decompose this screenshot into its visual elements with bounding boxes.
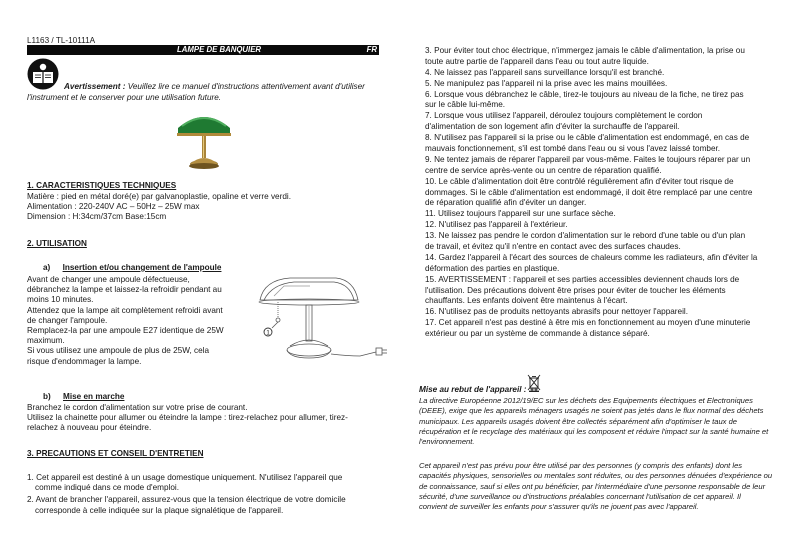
safety-note [419, 461, 785, 512]
precautions-right-list [425, 46, 783, 340]
lamp-photo [172, 108, 236, 174]
weee-crossed-bin-icon [527, 374, 541, 392]
switch-on-text [27, 403, 348, 434]
disposal-line: récupération et le recyclage des matériaux qui les composent et réduire l'impact sur la santé humaine et [419, 426, 769, 436]
bulb-line: Remplacez-la par une ampoule E27 identique de 25W [27, 326, 224, 336]
precaution-item: 1. Cet appareil est destiné à un usage domestique uniquement. N'utilisez l'appareil que [27, 473, 343, 482]
note-line: Cet appareil n'est pas prévu pour être utilisé par des personnes (y compris des enfants) dont les [419, 461, 743, 470]
precaution-item: 12. N'utilisez pas l'appareil à l'extérieur. [425, 220, 568, 230]
precaution-item: 7. Lorsque vous utilisez l'appareil, déroulez toujours complètement le cordon [425, 111, 703, 121]
precaution-item: 17. Cet appareil n'est pas destiné à être mis en fonctionnement au moyen d'une minuterie [425, 318, 751, 328]
precautions-left-list [27, 473, 391, 516]
note-line: convient de surveiller les enfants pour s'assurer qu'ils ne jouent pas avec l'appareil. [419, 502, 699, 512]
warning-line2: l'instrument et le conserver pour une utilisation future. [27, 93, 222, 102]
precaution-item-cont: l'utilisation. Des précautions doivent être prises pour éviter de toucher les éléments [425, 285, 726, 295]
precaution-item-cont: comme indiqué dans ce mode d'emploi. [35, 483, 180, 493]
disposal-line: La directive Européenne 2012/19/EC sur les déchets des Equipements électriques et Electroniques [419, 396, 753, 405]
spec-line: Alimentation : 220-240V AC – 50Hz – 25W max [27, 202, 200, 212]
note-line: capacités physiques, sensorielles ou mentales sont réduites, ou des personnes dénuées d'expérience ou [419, 471, 773, 481]
switch-line: Utilisez la chainette pour allumer ou éteindre la lampe : tirez-relachez pour allumer, tirez- [27, 413, 348, 423]
precaution-item-cont: de réparation qualifié afin d'éviter un danger. [425, 198, 587, 208]
title-bar [27, 45, 379, 55]
precaution-item: 15. AVERTISSEMENT : l'appareil et ses parties accessibles deviennent chauds lors de [425, 274, 740, 284]
bulb-line: moins 10 minutes. [27, 295, 94, 305]
subsection-b-heading [43, 392, 124, 402]
bulb-line: maximum. [27, 336, 65, 346]
bulb-line: débranchez la lampe et laissez-la refroidir pendant au [27, 285, 222, 295]
section-precautions-heading: 3. PRECAUTIONS ET CONSEIL D'ENTRETIEN [27, 449, 204, 458]
switch-line: Branchez le cordon d'alimentation sur votre prise de courant. [27, 403, 248, 412]
bulb-change-text [27, 275, 224, 367]
precaution-item: 10. Le câble d'alimentation doit être contrôlé régulièrement afin d'éviter tout risque de [425, 176, 734, 186]
precaution-item-cont: centre de service après-vente ou un centre de réparation qualifié. [425, 165, 662, 175]
bulb-line: de changer l'ampoule. [27, 315, 108, 325]
bulb-line: Attendez que la lampe ait complètement refroidi avant [27, 305, 223, 315]
precaution-item: 5. Ne manipulez pas l'appareil ni la prise avec les mains mouillées. [425, 78, 668, 88]
warning-text [64, 82, 392, 92]
subsection-a-label: a) [43, 263, 51, 272]
bulb-line: risque d'endommager la lampe. [27, 356, 142, 366]
precaution-item-cont: déformation des parties en plastique. [425, 263, 560, 273]
note-line: sécurité, d'une surveillance ou d'instructions préalables concernant l'utilisation de cet appareil. Il [419, 491, 741, 501]
precaution-item-cont: extérieur ou par un système de commande à distance séparé. [425, 329, 650, 339]
warning-line1: Veuillez lire ce manuel d'instructions attentivement avant d'utiliser [127, 82, 365, 91]
precaution-item-cont: mauvais fonctionnement, s'il est tombé dans l'eau ou si vous l'avez laissé tomber. [425, 144, 721, 154]
precaution-item-cont: corresponde à celle indiquée sur la plaque signalétique de l'appareil. [35, 505, 284, 515]
precaution-item: 2. Avant de brancher l'appareil, assurez-vous que la tension électrique de votre domicile [27, 495, 346, 505]
figure-number: 1 [266, 329, 270, 337]
subsection-a-title: Insertion et/ou changement de l'ampoule [62, 263, 222, 272]
precaution-item-cont: sur le câble lui-même. [425, 100, 506, 110]
model-number: L1163 / TL-10111A [27, 36, 96, 45]
spec-line: Matière : pied en métal doré(e) par galvanoplastie, opaline et verre verdi. [27, 192, 291, 201]
precaution-item: 11. Utilisez toujours l'appareil sur une surface sèche. [425, 209, 616, 219]
precaution-item: 14. Gardez l'appareil à l'écart des sources de chaleurs comme les radiateurs, afin d'éviter la [425, 252, 758, 262]
precaution-item-cont: d'alimentation de son logement afin d'éviter la surchauffe de l'appareil. [425, 122, 680, 132]
subsection-b-label: b) [43, 392, 51, 401]
disposal-line: l'environnement. [419, 437, 475, 447]
precaution-item-cont: chauffants. Les enfants doivent être maintenus à l'écart. [425, 296, 628, 306]
precaution-item: 4. Ne laissez pas l'appareil sans surveillance lorsqu'il est branché. [425, 67, 665, 77]
subsection-a-heading [43, 263, 221, 273]
precaution-item: 13. Ne laissez pas pendre le cordon d'alimentation sur le rebord d'une table ou d'un plan [425, 231, 746, 241]
section-specs-heading: 1. CARACTERISTIQUES TECHNIQUES [27, 181, 177, 190]
precaution-item: 16. N'utilisez pas de produits nettoyants abrasifs pour nettoyer l'appareil. [425, 307, 688, 317]
note-line: de connaissance, sauf si elles ont pu bénéficier, par l'intermédiaire d'une personne responsable de leur [419, 481, 766, 491]
read-manual-icon [27, 58, 59, 90]
subsection-b-title: Mise en marche [63, 392, 125, 401]
bulb-line: Si vous utilisez une ampoule de plus de 25W, cela [27, 346, 210, 356]
document-title: LAMPE DE BANQUIER [177, 45, 262, 54]
precaution-item: 6. Lorsque vous débranchez le câble, tirez-le toujours au niveau de la fiche, ne tirez pas [425, 89, 744, 99]
disposal-line: municipaux. Les appareils usagés doivent être collectés séparément afin d'optimiser le taux de [419, 416, 738, 426]
language-code: FR [366, 45, 377, 54]
section-utilisation-heading: 2. UTILISATION [27, 239, 87, 248]
disposal-line: (DEEE), exige que les appareils ménagers usagés ne soient pas jetés dans le flux normal des déchets [419, 406, 764, 416]
specs-list [27, 192, 291, 223]
lamp-diagram [250, 272, 395, 368]
disposal-text [419, 396, 785, 447]
spec-line: Dimension : H:34cm/37cm Base:15cm [27, 212, 167, 222]
switch-line: relachez à nouveau pour éteindre. [27, 423, 152, 433]
precaution-item-cont: toute autre partie de l'appareil dans l'eau ou tout autre liquide. [425, 56, 649, 66]
precaution-item-cont: de travail, et évitez qu'il n'entre en contact avec des surfaces chaudes. [425, 242, 681, 252]
precaution-item: 3. Pour éviter tout choc électrique, n'immergez jamais le câble d'alimentation, la prise ou [425, 46, 745, 55]
warning-label: Avertissement : [64, 82, 126, 91]
precaution-item: 9. Ne tentez jamais de réparer l'appareil par vous-même. Faites le toujours réparer par un [425, 154, 751, 164]
bulb-line: Avant de changer une ampoule défectueuse, [27, 275, 190, 284]
disposal-title: Mise au rebut de l'appareil : [419, 385, 527, 394]
precaution-item-cont: dommages. Si le câble d'alimentation est endommagé, il doit être remplacé par une centre [425, 187, 753, 197]
precaution-item: 8. N'utilisez pas l'appareil si la prise ou le câble d'alimentation est endommagé, en cas de [425, 133, 750, 143]
